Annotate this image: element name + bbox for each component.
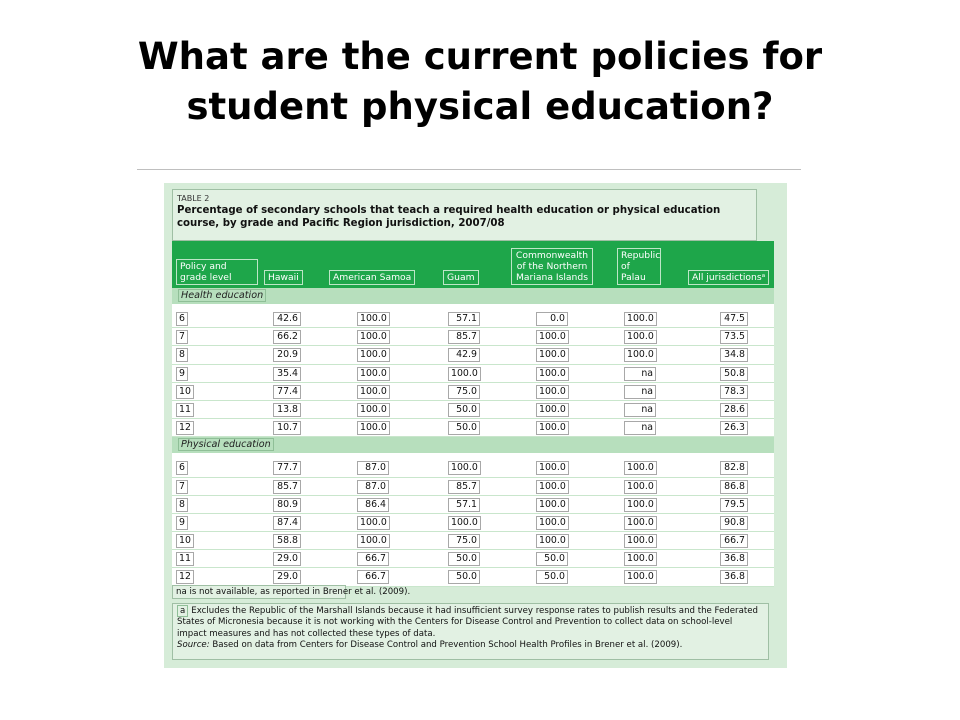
cell-hawaii: 85.7 — [273, 480, 301, 494]
cell-all-jurisdictions: 50.8 — [720, 367, 748, 381]
cell-guam: 57.1 — [448, 498, 480, 512]
data-table — [172, 241, 774, 587]
cell-all-jurisdictions: 36.8 — [720, 552, 748, 566]
cell-all-jurisdictions: 66.7 — [720, 534, 748, 548]
cell-palau: 100.0 — [624, 534, 657, 548]
cell-all-jurisdictions: 78.3 — [720, 385, 748, 399]
cell-grade: 11 — [176, 403, 194, 417]
header-american-samoa: American Samoa — [329, 270, 415, 285]
cell-cnmi: 100.0 — [536, 480, 569, 494]
cell-all-jurisdictions: 34.8 — [720, 348, 748, 362]
header-hawaii: Hawaii — [264, 270, 303, 285]
cell-palau: 100.0 — [624, 348, 657, 362]
cell-hawaii: 10.7 — [273, 421, 301, 435]
cell-hawaii: 80.9 — [273, 498, 301, 512]
cell-american-samoa: 100.0 — [357, 312, 390, 326]
table-row — [172, 383, 774, 401]
cell-palau: 100.0 — [624, 498, 657, 512]
cell-american-samoa: 87.0 — [357, 480, 389, 494]
cell-american-samoa: 100.0 — [357, 367, 390, 381]
cell-cnmi: 100.0 — [536, 385, 569, 399]
na-note: na is not available, as reported in Brener et al. (2009). — [172, 585, 346, 599]
table-title: Percentage of secondary schools that teach a required health education or physical education course, by grade and Pacific Region jurisdiction, 2007/08 — [177, 205, 721, 229]
cell-guam: 85.7 — [448, 330, 480, 344]
cell-cnmi: 100.0 — [536, 534, 569, 548]
cell-palau: 100.0 — [624, 516, 657, 530]
table-row — [172, 365, 774, 383]
cell-hawaii: 29.0 — [273, 552, 301, 566]
cell-cnmi: 100.0 — [536, 367, 569, 381]
cell-cnmi: 50.0 — [536, 552, 568, 566]
footnote-box — [172, 603, 769, 660]
cell-grade: 10 — [176, 534, 194, 548]
table-row — [172, 459, 774, 477]
cell-guam: 100.0 — [448, 516, 481, 530]
cell-guam: 100.0 — [448, 461, 481, 475]
cell-palau: na — [624, 403, 656, 417]
cell-palau: na — [624, 421, 656, 435]
table-row — [172, 550, 774, 568]
cell-american-samoa: 86.4 — [357, 498, 389, 512]
cell-american-samoa: 100.0 — [357, 421, 390, 435]
cell-grade: 7 — [176, 480, 188, 494]
cell-guam: 50.0 — [448, 403, 480, 417]
cell-all-jurisdictions: 86.8 — [720, 480, 748, 494]
slide-title — [40, 32, 920, 132]
cell-palau: 100.0 — [624, 552, 657, 566]
table-row — [172, 310, 774, 328]
cell-grade: 12 — [176, 570, 194, 584]
table-row — [172, 496, 774, 514]
cell-hawaii: 13.8 — [273, 403, 301, 417]
cell-palau: 100.0 — [624, 461, 657, 475]
cell-cnmi: 100.0 — [536, 403, 569, 417]
pe-rows — [172, 459, 774, 586]
cell-grade: 6 — [176, 312, 188, 326]
section-physical-education — [172, 437, 774, 453]
cell-american-samoa: 100.0 — [357, 516, 390, 530]
source-label: Source: — [177, 639, 210, 650]
slide-title-line-2: student physical education? — [186, 85, 774, 128]
section-label: Physical education — [178, 438, 274, 451]
cell-hawaii: 42.6 — [273, 312, 301, 326]
table-row — [172, 401, 774, 419]
table-row — [172, 328, 774, 346]
table-figure — [164, 183, 787, 668]
cell-cnmi: 100.0 — [536, 498, 569, 512]
cell-all-jurisdictions: 28.6 — [720, 403, 748, 417]
cell-all-jurisdictions: 79.5 — [720, 498, 748, 512]
cell-american-samoa: 100.0 — [357, 385, 390, 399]
cell-hawaii: 66.2 — [273, 330, 301, 344]
cell-guam: 75.0 — [448, 385, 480, 399]
cell-palau: 100.0 — [624, 312, 657, 326]
health-rows — [172, 310, 774, 437]
table-header — [172, 241, 774, 288]
table-row — [172, 532, 774, 550]
section-label: Health education — [178, 289, 266, 302]
cell-all-jurisdictions: 90.8 — [720, 516, 748, 530]
cell-all-jurisdictions: 47.5 — [720, 312, 748, 326]
cell-palau: na — [624, 385, 656, 399]
cell-all-jurisdictions: 26.3 — [720, 421, 748, 435]
cell-all-jurisdictions: 82.8 — [720, 461, 748, 475]
cell-palau: 100.0 — [624, 480, 657, 494]
cell-guam: 50.0 — [448, 570, 480, 584]
cell-american-samoa: 87.0 — [357, 461, 389, 475]
table-row — [172, 346, 774, 364]
cell-guam: 57.1 — [448, 312, 480, 326]
cell-palau: 100.0 — [624, 570, 657, 584]
cell-guam: 75.0 — [448, 534, 480, 548]
cell-hawaii: 20.9 — [273, 348, 301, 362]
cell-cnmi: 100.0 — [536, 516, 569, 530]
cell-cnmi: 0.0 — [536, 312, 568, 326]
cell-hawaii: 77.4 — [273, 385, 301, 399]
cell-hawaii: 87.4 — [273, 516, 301, 530]
cell-american-samoa: 100.0 — [357, 348, 390, 362]
cell-cnmi: 100.0 — [536, 421, 569, 435]
cell-hawaii: 29.0 — [273, 570, 301, 584]
table-row — [172, 419, 774, 437]
cell-hawaii: 35.4 — [273, 367, 301, 381]
cell-grade: 9 — [176, 516, 188, 530]
cell-grade: 12 — [176, 421, 194, 435]
footnote-mark: a — [177, 605, 188, 617]
table-row — [172, 514, 774, 532]
cell-guam: 100.0 — [448, 367, 481, 381]
cell-guam: 50.0 — [448, 552, 480, 566]
cell-american-samoa: 100.0 — [357, 330, 390, 344]
cell-american-samoa: 66.7 — [357, 570, 389, 584]
table-row — [172, 568, 774, 586]
cell-grade: 9 — [176, 367, 188, 381]
cell-all-jurisdictions: 73.5 — [720, 330, 748, 344]
cell-grade: 8 — [176, 348, 188, 362]
cell-grade: 11 — [176, 552, 194, 566]
cell-palau: na — [624, 367, 656, 381]
header-palau: Republic of Palau — [617, 248, 661, 285]
cell-american-samoa: 100.0 — [357, 534, 390, 548]
cell-grade: 7 — [176, 330, 188, 344]
cell-american-samoa: 66.7 — [357, 552, 389, 566]
cell-cnmi: 100.0 — [536, 461, 569, 475]
table-row — [172, 478, 774, 496]
header-all-jurisdictions: All jurisdictionsᵃ — [688, 270, 769, 285]
cell-guam: 42.9 — [448, 348, 480, 362]
table-caption — [172, 189, 757, 241]
section-health-education — [172, 288, 774, 304]
cell-guam: 50.0 — [448, 421, 480, 435]
slide-title-line-1: What are the current policies for — [137, 35, 823, 78]
cell-hawaii: 77.7 — [273, 461, 301, 475]
title-divider — [137, 169, 801, 170]
cell-hawaii: 58.8 — [273, 534, 301, 548]
cell-cnmi: 100.0 — [536, 348, 569, 362]
cell-grade: 8 — [176, 498, 188, 512]
cell-grade: 10 — [176, 385, 194, 399]
header-cnmi: Commonwealth of the Northern Mariana Islands — [511, 248, 593, 285]
cell-american-samoa: 100.0 — [357, 403, 390, 417]
table-label: TABLE 2 — [177, 194, 210, 203]
cell-cnmi: 50.0 — [536, 570, 568, 584]
header-guam: Guam — [443, 270, 479, 285]
source-text: Based on data from Centers for Disease Control and Prevention School Health Profiles in Brener et al. (2009). — [212, 639, 683, 650]
footnote-text: Excludes the Republic of the Marshall Islands because it had insufficient survey response rates to publish results and the Federated States of Micronesia because it is not working with the Centers for Disease Control and Prevention to collect data on school-level impact measures and has not collected these types of data. — [177, 606, 758, 639]
cell-all-jurisdictions: 36.8 — [720, 570, 748, 584]
cell-guam: 85.7 — [448, 480, 480, 494]
cell-grade: 6 — [176, 461, 188, 475]
header-policy: Policy and grade level — [176, 259, 258, 285]
cell-cnmi: 100.0 — [536, 330, 569, 344]
cell-palau: 100.0 — [624, 330, 657, 344]
